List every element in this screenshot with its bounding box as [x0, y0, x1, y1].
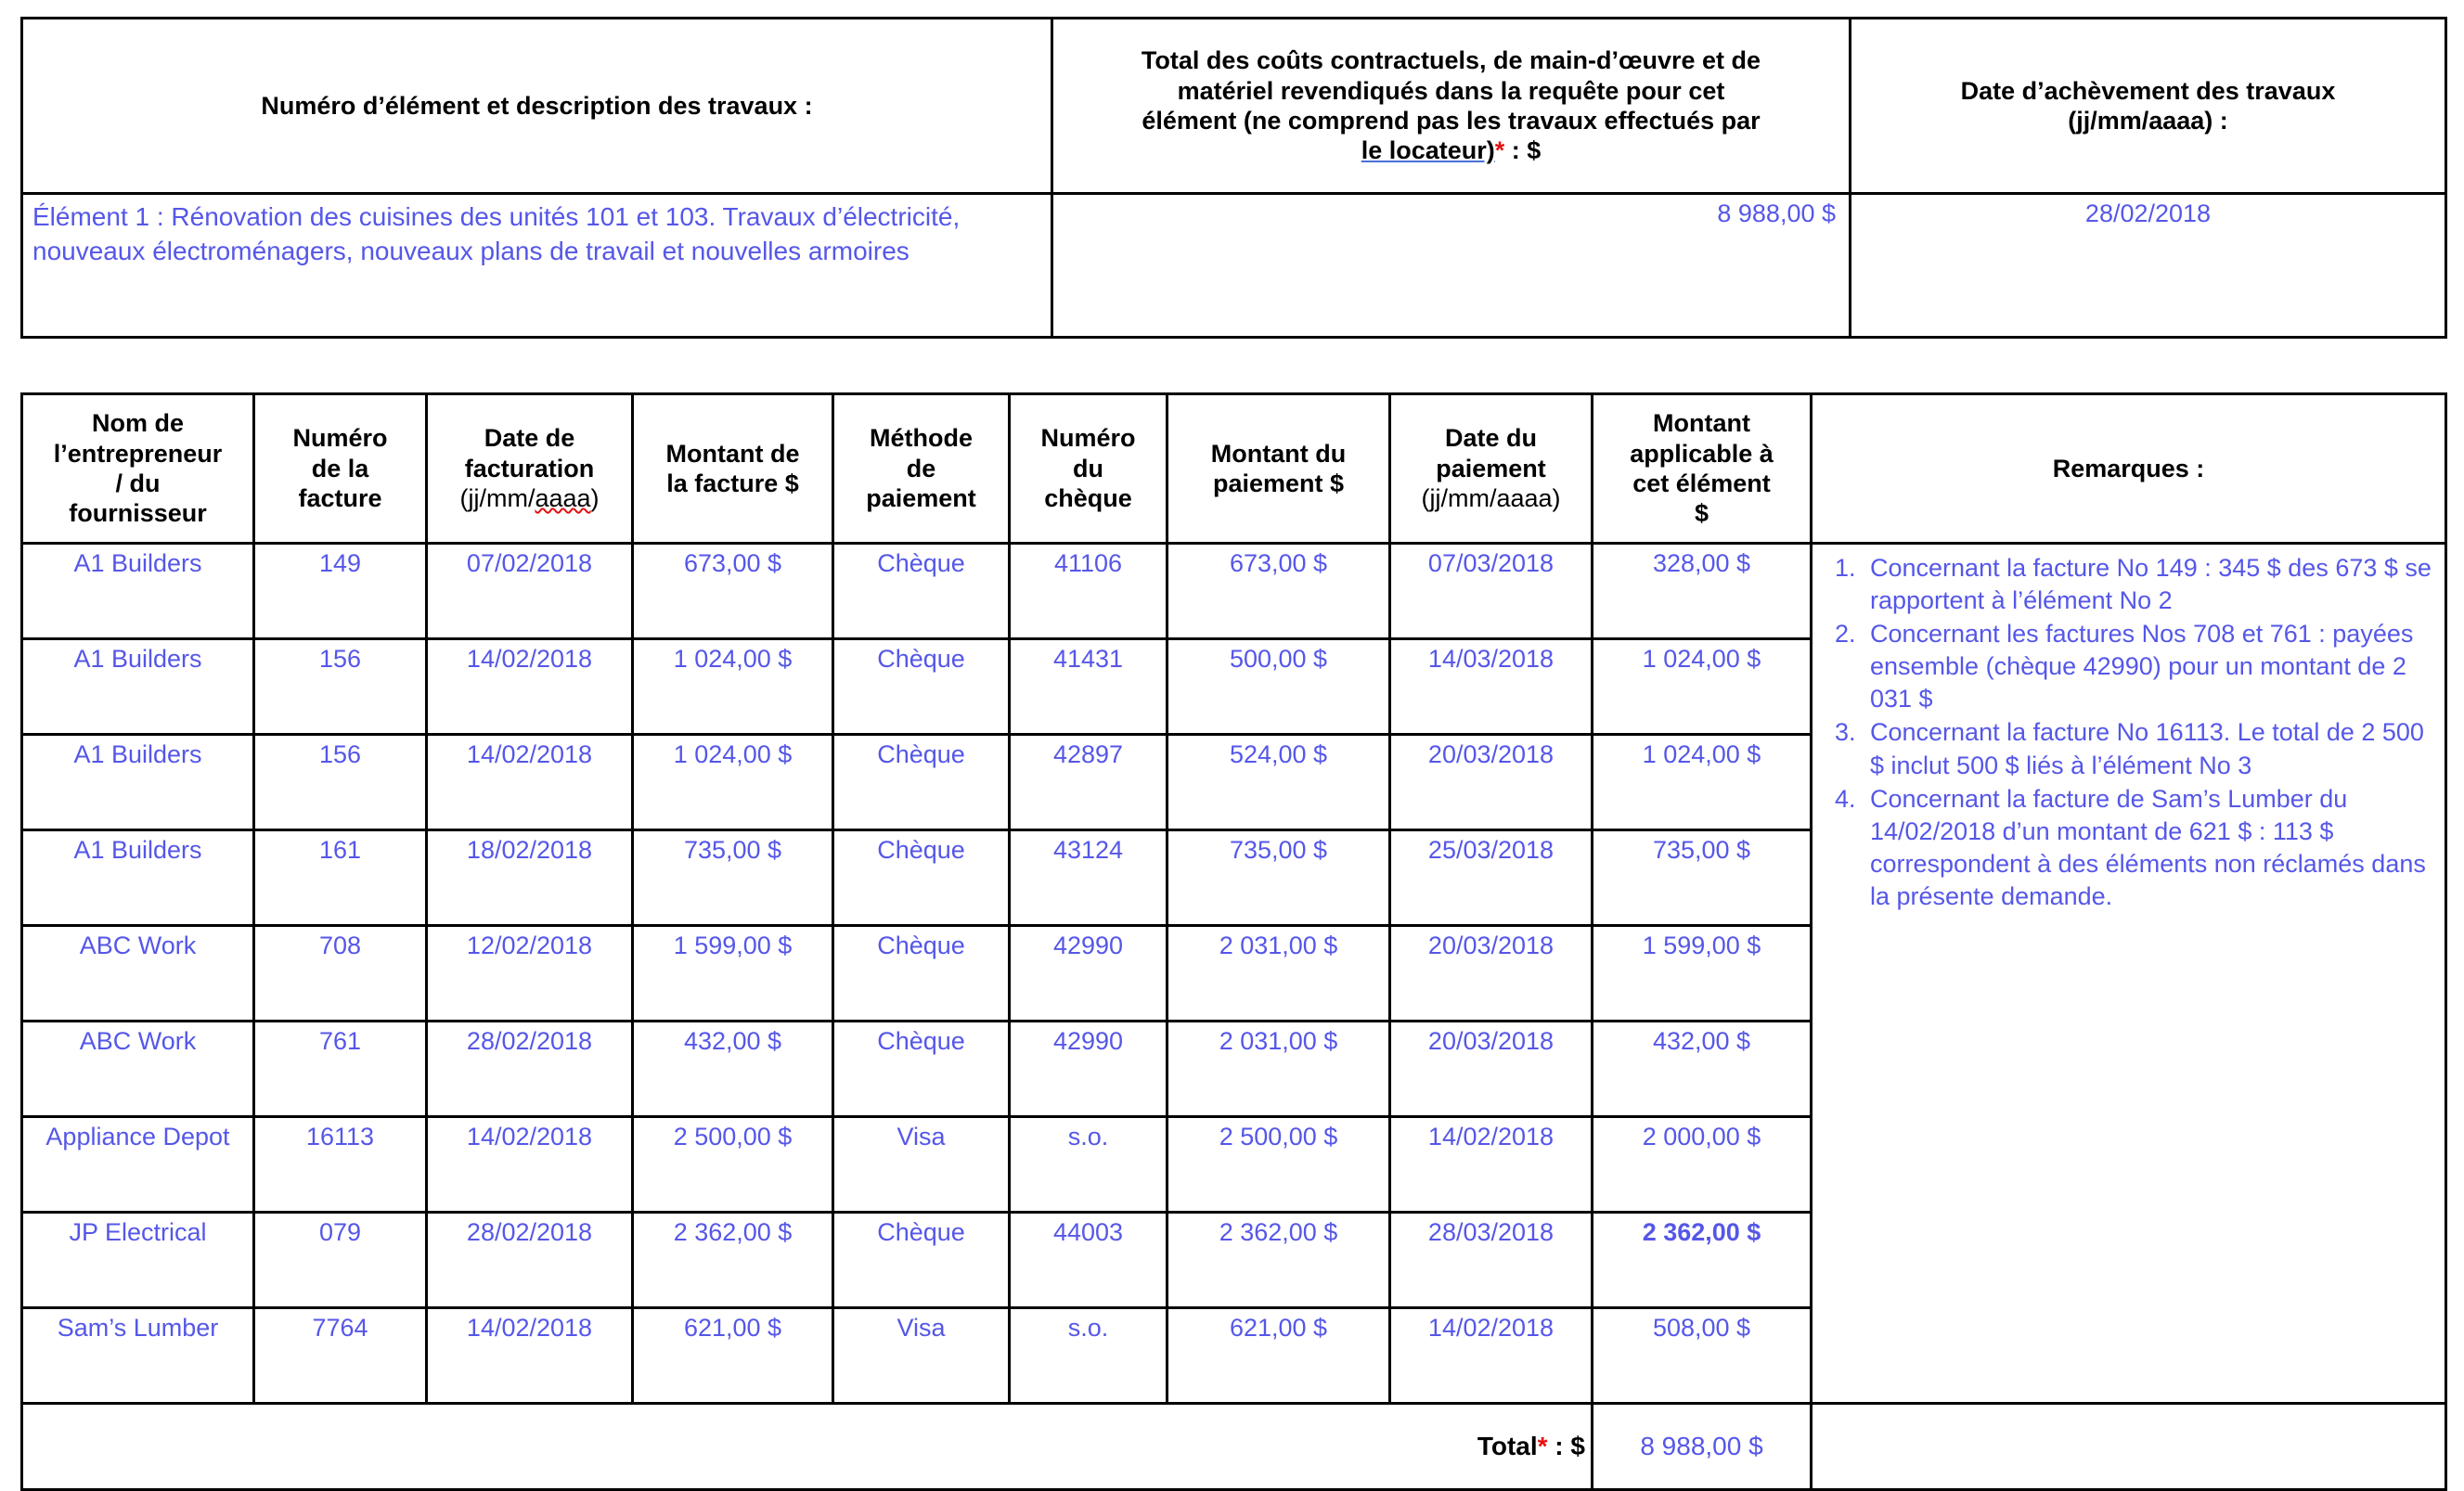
cell-contractor: A1 Builders: [22, 639, 254, 735]
cell-invoice-date: 14/02/2018: [427, 1308, 633, 1404]
cell-invoice-date: 14/02/2018: [427, 735, 633, 830]
cell-contractor: ABC Work: [22, 926, 254, 1022]
header-invoice-number-l3: facture: [298, 484, 382, 513]
header-total-line4: [1059, 135, 1843, 165]
cell-applicable-amount: 508,00 $: [1593, 1308, 1812, 1404]
cell-payment-method: Visa: [833, 1308, 1010, 1404]
header-invoice-amount: [633, 394, 833, 544]
cell-payment-date: 25/03/2018: [1390, 830, 1593, 926]
element-summary-data-row: [22, 194, 2446, 338]
header-cheque-number-l2: du: [1073, 454, 1103, 482]
header-invoice-number-l2: de la: [311, 454, 369, 482]
header-total-line2: matériel revendiqués dans la requête pour cet: [1177, 76, 1725, 105]
element-summary-table: [20, 17, 2447, 339]
header-cheque-number-l1: Numéro: [1040, 424, 1136, 453]
header-applicable-amount: [1593, 394, 1812, 544]
cell-applicable-amount: 1 024,00 $: [1593, 639, 1812, 735]
header-invoice-date-squiggle: aaaa: [535, 484, 591, 513]
cell-invoice-number: 156: [254, 735, 427, 830]
header-contractor-name: [22, 394, 254, 544]
cell-contractor: JP Electrical: [22, 1213, 254, 1308]
element-description-value: Élément 1 : Rénovation des cuisines des unités 101 et 103. Travaux d’électricité, nouveaux électroménagers, nouveaux plans de travail et nouvelles armoires: [22, 194, 1052, 338]
cell-contractor: A1 Builders: [22, 735, 254, 830]
total-footnote-asterisk: *: [1537, 1432, 1548, 1460]
header-remarks: Remarques :: [1812, 394, 2446, 544]
cell-payment-date: 14/03/2018: [1390, 639, 1593, 735]
table-spacer: [20, 339, 2445, 392]
cell-contractor: Appliance Depot: [22, 1117, 254, 1213]
cell-invoice-amount: 1 024,00 $: [633, 639, 833, 735]
cell-payment-date: 20/03/2018: [1390, 735, 1593, 830]
header-invoice-amount-l2: la facture $: [666, 469, 799, 497]
cell-invoice-number: 079: [254, 1213, 427, 1308]
header-payment-method-l2: de: [906, 454, 936, 482]
element-completion-date-value: 28/02/2018: [1851, 194, 2446, 338]
remark-item: 3. Concernant la facture No 16113. Le total de 2 500 $ inclut 500 $ liés à l’élément No 3: [1863, 716, 2433, 781]
cell-payment-amount: 524,00 $: [1167, 735, 1390, 830]
cell-payment-date: 28/03/2018: [1390, 1213, 1593, 1308]
header-payment-method: [833, 394, 1010, 544]
cell-invoice-amount: 432,00 $: [633, 1022, 833, 1117]
cell-payment-amount: 735,00 $: [1167, 830, 1390, 926]
cell-applicable-amount: 432,00 $: [1593, 1022, 1812, 1117]
cell-payment-method: Chèque: [833, 544, 1010, 639]
cell-cheque-number: 42990: [1010, 1022, 1167, 1117]
element-summary-header-row: [22, 19, 2446, 194]
cell-payment-method: Chèque: [833, 1022, 1010, 1117]
header-completion-date: [1851, 19, 2446, 194]
cell-invoice-number: 708: [254, 926, 427, 1022]
cell-invoice-date: 18/02/2018: [427, 830, 633, 926]
header-completion-line1: Date d’achèvement des travaux: [1960, 76, 2336, 105]
header-total-claimed-costs: [1052, 19, 1851, 194]
cell-payment-amount: 2 500,00 $: [1167, 1117, 1390, 1213]
remark-item: 4. Concernant la facture de Sam’s Lumber du 14/02/2018 d’un montant de 621 $ : 113 $ correspondent à des éléments non réclamés dans la présente demande.: [1863, 783, 2433, 913]
cell-invoice-amount: 673,00 $: [633, 544, 833, 639]
cell-payment-method: Chèque: [833, 926, 1010, 1022]
remarks-list: [1822, 552, 2433, 913]
cell-invoice-date: 12/02/2018: [427, 926, 633, 1022]
cell-invoice-number: 761: [254, 1022, 427, 1117]
cell-contractor: ABC Work: [22, 1022, 254, 1117]
cell-payment-amount: 2 031,00 $: [1167, 1022, 1390, 1117]
total-label: Total: [1477, 1432, 1538, 1460]
header-applicable-amount-l1: Montant: [1653, 409, 1750, 438]
cell-invoice-amount: 1 599,00 $: [633, 926, 833, 1022]
header-contractor-l4: fournisseur: [69, 499, 207, 528]
header-invoice-date: [427, 394, 633, 544]
invoice-detail-table: [20, 392, 2447, 1491]
cell-payment-method: Visa: [833, 1117, 1010, 1213]
cell-payment-method: Chèque: [833, 1213, 1010, 1308]
header-applicable-amount-l2: applicable à: [1630, 439, 1774, 468]
header-completion-line2: (jj/mm/aaaa) :: [2068, 107, 2228, 135]
cell-invoice-amount: 735,00 $: [633, 830, 833, 926]
cell-applicable-amount: 735,00 $: [1593, 830, 1812, 926]
cell-invoice-number: 16113: [254, 1117, 427, 1213]
cell-payment-amount: 500,00 $: [1167, 639, 1390, 735]
cell-applicable-amount: 2 362,00 $: [1593, 1213, 1812, 1308]
header-payment-amount-l2: paiement $: [1212, 469, 1345, 497]
cell-contractor: Sam’s Lumber: [22, 1308, 254, 1404]
cell-payment-amount: 621,00 $: [1167, 1308, 1390, 1404]
cell-payment-date: 14/02/2018: [1390, 1308, 1593, 1404]
header-applicable-amount-l4: $: [1694, 499, 1709, 528]
cell-cheque-number: 43124: [1010, 830, 1167, 926]
cell-invoice-number: 161: [254, 830, 427, 926]
header-payment-date-l2: paiement: [1436, 454, 1546, 482]
locateur-link[interactable]: le locateur): [1361, 136, 1495, 165]
header-payment-amount: [1167, 394, 1390, 544]
header-invoice-date-l1: Date de: [484, 424, 575, 453]
footnote-asterisk: *: [1494, 136, 1505, 165]
cell-cheque-number: 41106: [1010, 544, 1167, 639]
remark-item: 1. Concernant la facture No 149 : 345 $ des 673 $ se rapportent à l’élément No 2: [1863, 552, 2433, 617]
header-payment-amount-l1: Montant du: [1210, 439, 1347, 468]
invoice-header-row: [22, 394, 2446, 544]
cell-invoice-date: 14/02/2018: [427, 639, 633, 735]
cell-cheque-number: 44003: [1010, 1213, 1167, 1308]
header-cheque-number: [1010, 394, 1167, 544]
header-total-tail: : $: [1504, 136, 1542, 165]
header-contractor-l1: Nom de: [91, 409, 184, 438]
cell-invoice-number: 149: [254, 544, 427, 639]
total-label-cell: [22, 1404, 1593, 1490]
cell-contractor: A1 Builders: [22, 830, 254, 926]
remarks-cell: [1812, 544, 2446, 1404]
header-payment-date-format: (jj/mm/aaaa): [1421, 484, 1561, 513]
cell-cheque-number: 41431: [1010, 639, 1167, 735]
total-value: 8 988,00 $: [1593, 1404, 1812, 1490]
element-total-claimed-value: 8 988,00 $: [1052, 194, 1851, 338]
cell-payment-amount: 673,00 $: [1167, 544, 1390, 639]
cell-contractor: A1 Builders: [22, 544, 254, 639]
cell-invoice-amount: 2 362,00 $: [633, 1213, 833, 1308]
cell-payment-amount: 2 362,00 $: [1167, 1213, 1390, 1308]
header-invoice-number-l1: Numéro: [292, 424, 388, 453]
header-invoice-number: [254, 394, 427, 544]
cell-invoice-date: 28/02/2018: [427, 1022, 633, 1117]
header-invoice-date-post: ): [590, 484, 600, 513]
header-invoice-date-pre: (jj/mm/: [459, 484, 535, 513]
header-payment-date: [1390, 394, 1593, 544]
cell-cheque-number: 42897: [1010, 735, 1167, 830]
header-contractor-l3: / du: [115, 469, 161, 497]
cell-payment-date: 20/03/2018: [1390, 926, 1593, 1022]
cell-payment-amount: 2 031,00 $: [1167, 926, 1390, 1022]
cell-invoice-date: 28/02/2018: [427, 1213, 633, 1308]
header-payment-date-l1: Date du: [1444, 424, 1537, 453]
cell-cheque-number: s.o.: [1010, 1308, 1167, 1404]
cell-cheque-number: 42990: [1010, 926, 1167, 1022]
header-total-line1: Total des coûts contractuels, de main-d’œuvre et de: [1141, 46, 1761, 75]
cell-invoice-amount: 621,00 $: [633, 1308, 833, 1404]
header-element-description: Numéro d’élément et description des travaux :: [22, 19, 1052, 194]
cell-payment-method: Chèque: [833, 830, 1010, 926]
cell-invoice-amount: 2 500,00 $: [633, 1117, 833, 1213]
cell-payment-method: Chèque: [833, 639, 1010, 735]
cell-payment-date: 20/03/2018: [1390, 1022, 1593, 1117]
cell-payment-date: 07/03/2018: [1390, 544, 1593, 639]
total-row-remarks-blank: [1812, 1404, 2446, 1490]
header-total-line3: élément (ne comprend pas les travaux effectués par: [1142, 107, 1761, 135]
cell-applicable-amount: 1 024,00 $: [1593, 735, 1812, 830]
header-contractor-l2: l’entrepreneur: [53, 439, 223, 468]
header-invoice-amount-l1: Montant de: [665, 439, 800, 468]
cell-payment-date: 14/02/2018: [1390, 1117, 1593, 1213]
header-invoice-date-l2: facturation: [464, 454, 595, 482]
header-payment-method-l3: paiement: [866, 484, 976, 513]
header-invoice-date-format: [433, 483, 626, 513]
cell-cheque-number: s.o.: [1010, 1117, 1167, 1213]
cell-invoice-number: 7764: [254, 1308, 427, 1404]
header-applicable-amount-l3: cet élément: [1632, 469, 1771, 497]
cell-applicable-amount: 328,00 $: [1593, 544, 1812, 639]
total-label-tail: : $: [1547, 1432, 1585, 1460]
table-row: [22, 544, 2446, 639]
cell-payment-method: Chèque: [833, 735, 1010, 830]
cell-applicable-amount: 2 000,00 $: [1593, 1117, 1812, 1213]
cell-invoice-date: 14/02/2018: [427, 1117, 633, 1213]
cell-invoice-date: 07/02/2018: [427, 544, 633, 639]
header-cheque-number-l3: chèque: [1044, 484, 1132, 513]
remark-item: 2. Concernant les factures Nos 708 et 761 : payées ensemble (chèque 42990) pour un montant de 2 031 $: [1863, 618, 2433, 715]
cell-invoice-amount: 1 024,00 $: [633, 735, 833, 830]
cell-invoice-number: 156: [254, 639, 427, 735]
cell-applicable-amount: 1 599,00 $: [1593, 926, 1812, 1022]
header-payment-method-l1: Méthode: [870, 424, 973, 453]
total-row: [22, 1404, 2446, 1490]
